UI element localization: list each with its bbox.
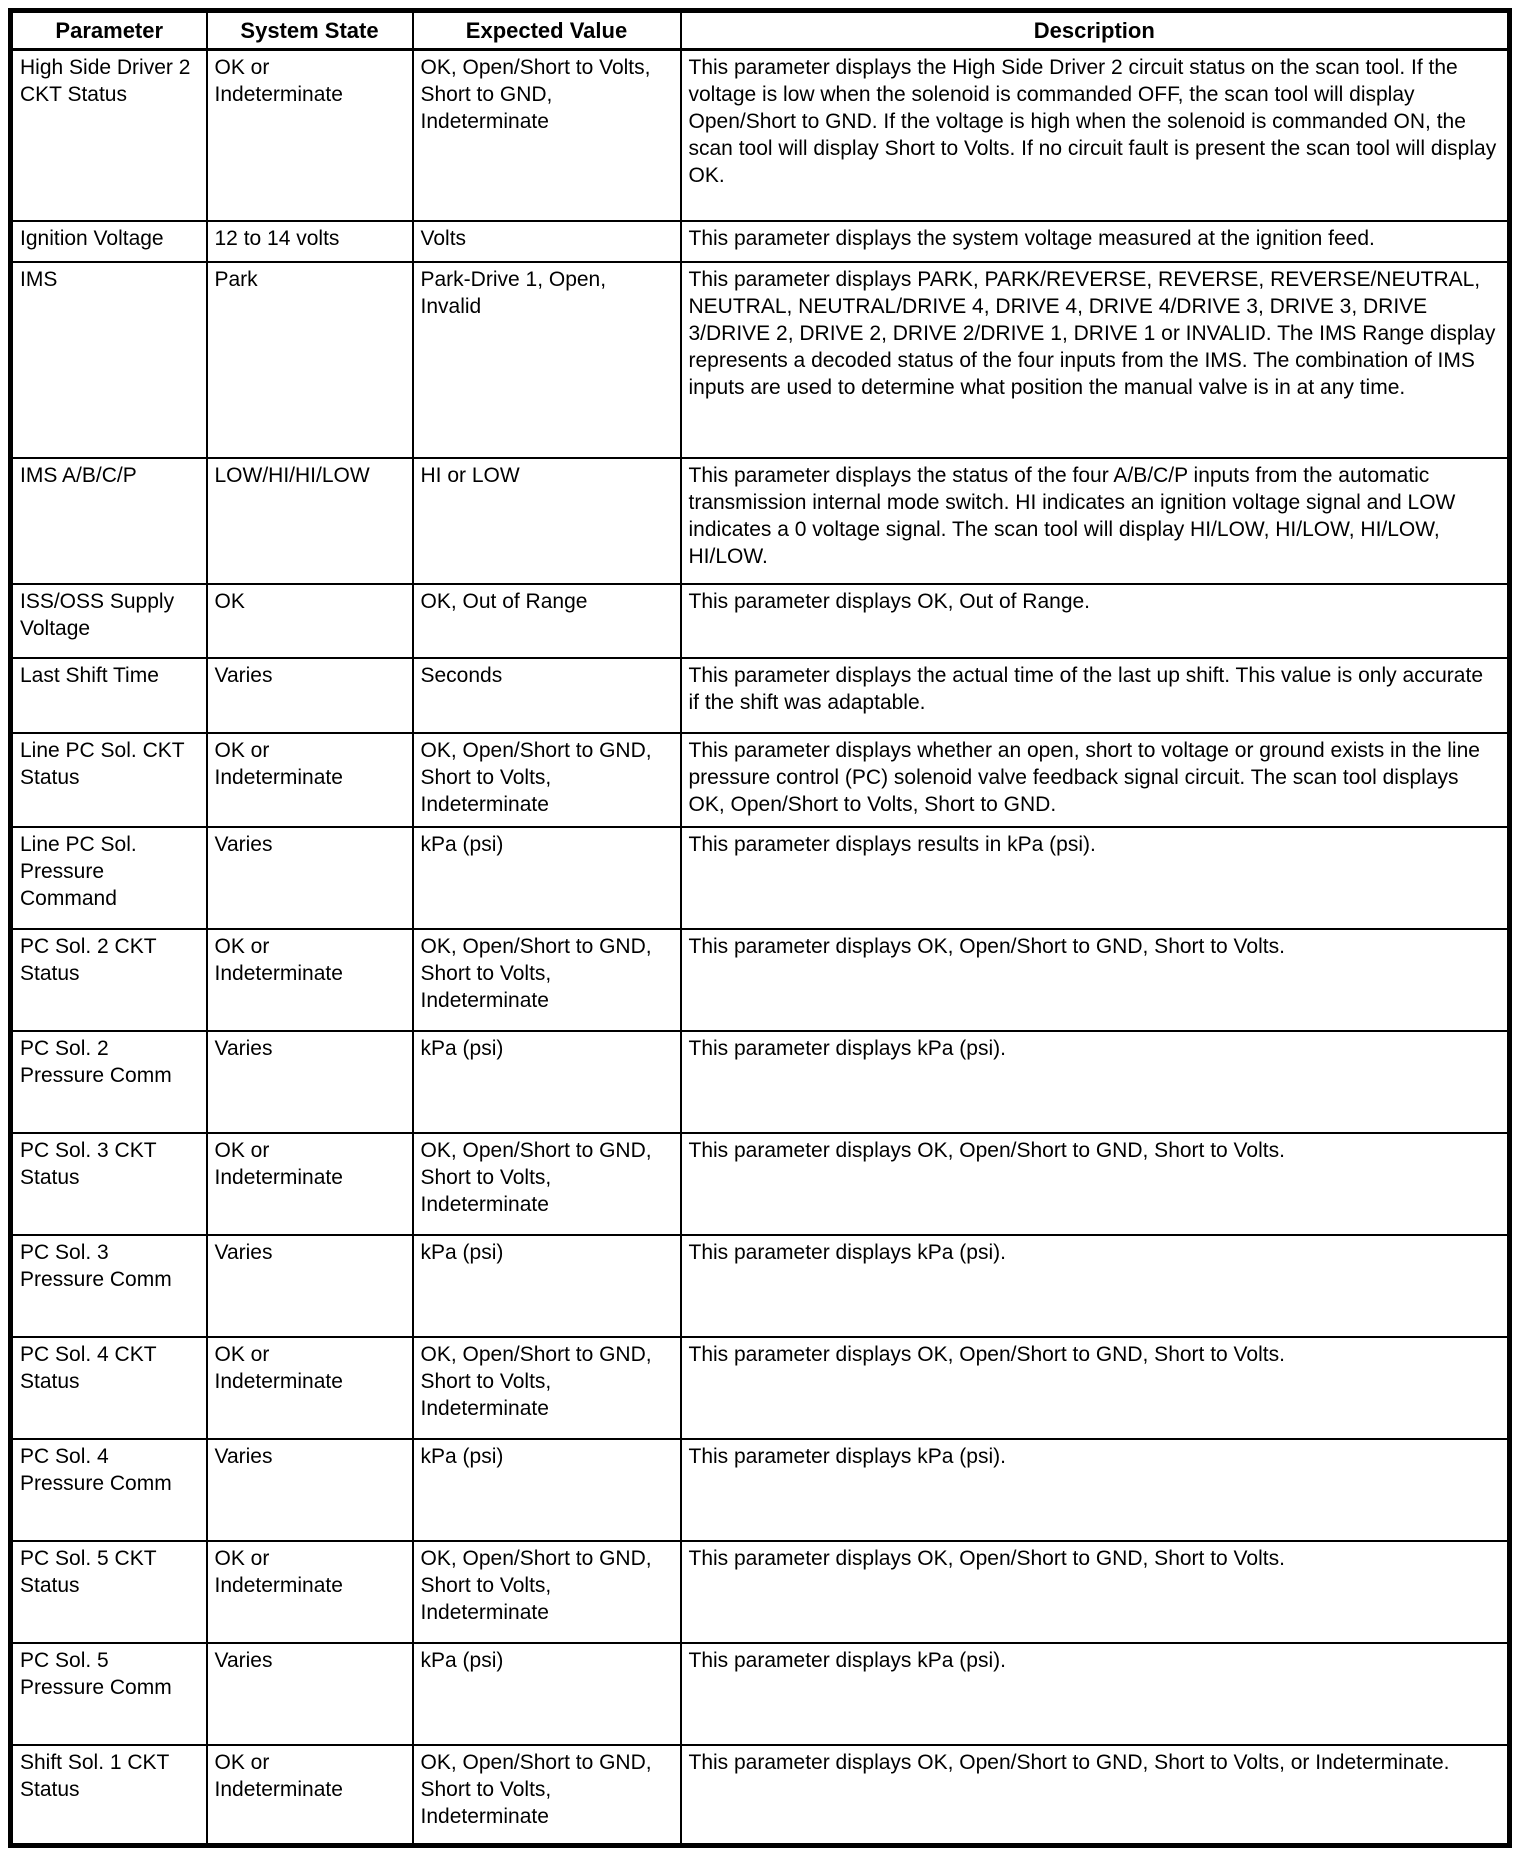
parameter-cell: IMS A/B/C/P bbox=[11, 458, 207, 585]
system-state-cell: Varies bbox=[207, 1235, 413, 1337]
table-row bbox=[11, 1439, 1510, 1541]
description-cell: This parameter displays kPa (psi). bbox=[681, 1439, 1510, 1541]
system-state-cell: OK or Indeterminate bbox=[207, 1337, 413, 1439]
system-state-cell: 12 to 14 volts bbox=[207, 221, 413, 262]
system-state-cell: OK bbox=[207, 584, 413, 657]
parameter-cell: PC Sol. 4 Pressure Comm bbox=[11, 1439, 207, 1541]
description-cell: This parameter displays the actual time of the last up shift. This value is only accurate if the shift was adaptable. bbox=[681, 658, 1510, 734]
parameter-cell: High Side Driver 2 CKT Status bbox=[11, 50, 207, 221]
system-state-cell: Park bbox=[207, 262, 413, 458]
table-row bbox=[11, 929, 1510, 1031]
parameter-cell: PC Sol. 5 CKT Status bbox=[11, 1541, 207, 1643]
description-cell: This parameter displays kPa (psi). bbox=[681, 1643, 1510, 1745]
expected-value-cell: Seconds bbox=[413, 658, 681, 734]
table-row bbox=[11, 50, 1510, 221]
scan-tool-data-table bbox=[8, 8, 1512, 1848]
expected-value-cell: kPa (psi) bbox=[413, 1643, 681, 1745]
table-row bbox=[11, 1235, 1510, 1337]
table-row bbox=[11, 221, 1510, 262]
expected-value-cell: kPa (psi) bbox=[413, 1235, 681, 1337]
expected-value-cell: kPa (psi) bbox=[413, 827, 681, 929]
parameter-cell: Last Shift Time bbox=[11, 658, 207, 734]
system-state-cell: OK or Indeterminate bbox=[207, 1745, 413, 1845]
parameter-cell: Ignition Voltage bbox=[11, 221, 207, 262]
parameter-cell: PC Sol. 4 CKT Status bbox=[11, 1337, 207, 1439]
expected-value-cell: OK, Open/Short to GND, Short to Volts, Indeterminate bbox=[413, 733, 681, 827]
system-state-cell: LOW/HI/HI/LOW bbox=[207, 458, 413, 585]
parameter-cell: Line PC Sol. Pressure Command bbox=[11, 827, 207, 929]
table-row bbox=[11, 827, 1510, 929]
parameter-cell: PC Sol. 5 Pressure Comm bbox=[11, 1643, 207, 1745]
column-header-system-state: System State bbox=[207, 11, 413, 50]
expected-value-cell: OK, Open/Short to GND, Short to Volts, Indeterminate bbox=[413, 1745, 681, 1845]
system-state-cell: OK or Indeterminate bbox=[207, 733, 413, 827]
table-row bbox=[11, 1643, 1510, 1745]
table-row bbox=[11, 584, 1510, 657]
table-row bbox=[11, 1133, 1510, 1235]
description-cell: This parameter displays whether an open, short to voltage or ground exists in the line pressure control (PC) solenoid valve feedback signal circuit. The scan tool displays OK, Open/Short to Volts, Short to GND. bbox=[681, 733, 1510, 827]
table-row bbox=[11, 458, 1510, 585]
expected-value-cell: OK, Open/Short to GND, Short to Volts, Indeterminate bbox=[413, 1337, 681, 1439]
parameter-cell: Shift Sol. 1 CKT Status bbox=[11, 1745, 207, 1845]
expected-value-cell: OK, Open/Short to GND, Short to Volts, Indeterminate bbox=[413, 1541, 681, 1643]
description-cell: This parameter displays OK, Open/Short to GND, Short to Volts, or Indeterminate. bbox=[681, 1745, 1510, 1845]
parameter-cell: Line PC Sol. CKT Status bbox=[11, 733, 207, 827]
description-cell: This parameter displays OK, Open/Short to GND, Short to Volts. bbox=[681, 1541, 1510, 1643]
system-state-cell: OK or Indeterminate bbox=[207, 929, 413, 1031]
expected-value-cell: OK, Open/Short to GND, Short to Volts, Indeterminate bbox=[413, 1133, 681, 1235]
description-cell: This parameter displays OK, Open/Short to GND, Short to Volts. bbox=[681, 1337, 1510, 1439]
table-row bbox=[11, 1745, 1510, 1845]
description-cell: This parameter displays kPa (psi). bbox=[681, 1031, 1510, 1133]
expected-value-cell: Volts bbox=[413, 221, 681, 262]
column-header-parameter: Parameter bbox=[11, 11, 207, 50]
table-row bbox=[11, 1337, 1510, 1439]
column-header-description: Description bbox=[681, 11, 1510, 50]
parameter-cell: PC Sol. 3 CKT Status bbox=[11, 1133, 207, 1235]
parameter-cell: IMS bbox=[11, 262, 207, 458]
column-header-expected-value: Expected Value bbox=[413, 11, 681, 50]
system-state-cell: Varies bbox=[207, 827, 413, 929]
expected-value-cell: Park-Drive 1, Open, Invalid bbox=[413, 262, 681, 458]
system-state-cell: OK or Indeterminate bbox=[207, 50, 413, 221]
parameter-cell: PC Sol. 2 Pressure Comm bbox=[11, 1031, 207, 1133]
description-cell: This parameter displays the system voltage measured at the ignition feed. bbox=[681, 221, 1510, 262]
description-cell: This parameter displays PARK, PARK/REVERSE, REVERSE, REVERSE/NEUTRAL, NEUTRAL, NEUTRAL/DRIVE 4, DRIVE 4, DRIVE 4/DRIVE 3, DRIVE 3, DRIVE 3/DRIVE 2, DRIVE 2, DRIVE 2/DRIVE 1, DRIVE 1 or INVALID. The IMS Range display represents a decoded status of the four inputs from the IMS. The combination of IMS inputs are used to determine what position the manual valve is in at any time. bbox=[681, 262, 1510, 458]
description-cell: This parameter displays OK, Open/Short to GND, Short to Volts. bbox=[681, 929, 1510, 1031]
system-state-cell: OK or Indeterminate bbox=[207, 1133, 413, 1235]
parameter-cell: PC Sol. 2 CKT Status bbox=[11, 929, 207, 1031]
table-row bbox=[11, 1031, 1510, 1133]
description-cell: This parameter displays the status of the four A/B/C/P inputs from the automatic transmission internal mode switch. HI indicates an ignition voltage signal and LOW indicates a 0 voltage signal. The scan tool will display HI/LOW, HI/LOW, HI/LOW, HI/LOW. bbox=[681, 458, 1510, 585]
expected-value-cell: OK, Open/Short to GND, Short to Volts, Indeterminate bbox=[413, 929, 681, 1031]
parameter-cell: PC Sol. 3 Pressure Comm bbox=[11, 1235, 207, 1337]
parameter-cell: ISS/OSS Supply Voltage bbox=[11, 584, 207, 657]
table-row bbox=[11, 658, 1510, 734]
description-cell: This parameter displays OK, Open/Short to GND, Short to Volts. bbox=[681, 1133, 1510, 1235]
expected-value-cell: HI or LOW bbox=[413, 458, 681, 585]
description-cell: This parameter displays the High Side Driver 2 circuit status on the scan tool. If the voltage is low when the solenoid is commanded OFF, the scan tool will display Open/Short to GND. If the voltage is high when the solenoid is commanded ON, the scan tool will display Short to Volts. If no circuit fault is present the scan tool will display OK. bbox=[681, 50, 1510, 221]
expected-value-cell: OK, Open/Short to Volts, Short to GND, Indeterminate bbox=[413, 50, 681, 221]
description-cell: This parameter displays OK, Out of Range. bbox=[681, 584, 1510, 657]
table-row bbox=[11, 733, 1510, 827]
expected-value-cell: kPa (psi) bbox=[413, 1439, 681, 1541]
system-state-cell: OK or Indeterminate bbox=[207, 1541, 413, 1643]
system-state-cell: Varies bbox=[207, 1439, 413, 1541]
header-row bbox=[11, 11, 1510, 50]
system-state-cell: Varies bbox=[207, 1643, 413, 1745]
table-row bbox=[11, 262, 1510, 458]
description-cell: This parameter displays results in kPa (psi). bbox=[681, 827, 1510, 929]
expected-value-cell: kPa (psi) bbox=[413, 1031, 681, 1133]
table-row bbox=[11, 1541, 1510, 1643]
system-state-cell: Varies bbox=[207, 658, 413, 734]
description-cell: This parameter displays kPa (psi). bbox=[681, 1235, 1510, 1337]
expected-value-cell: OK, Out of Range bbox=[413, 584, 681, 657]
system-state-cell: Varies bbox=[207, 1031, 413, 1133]
